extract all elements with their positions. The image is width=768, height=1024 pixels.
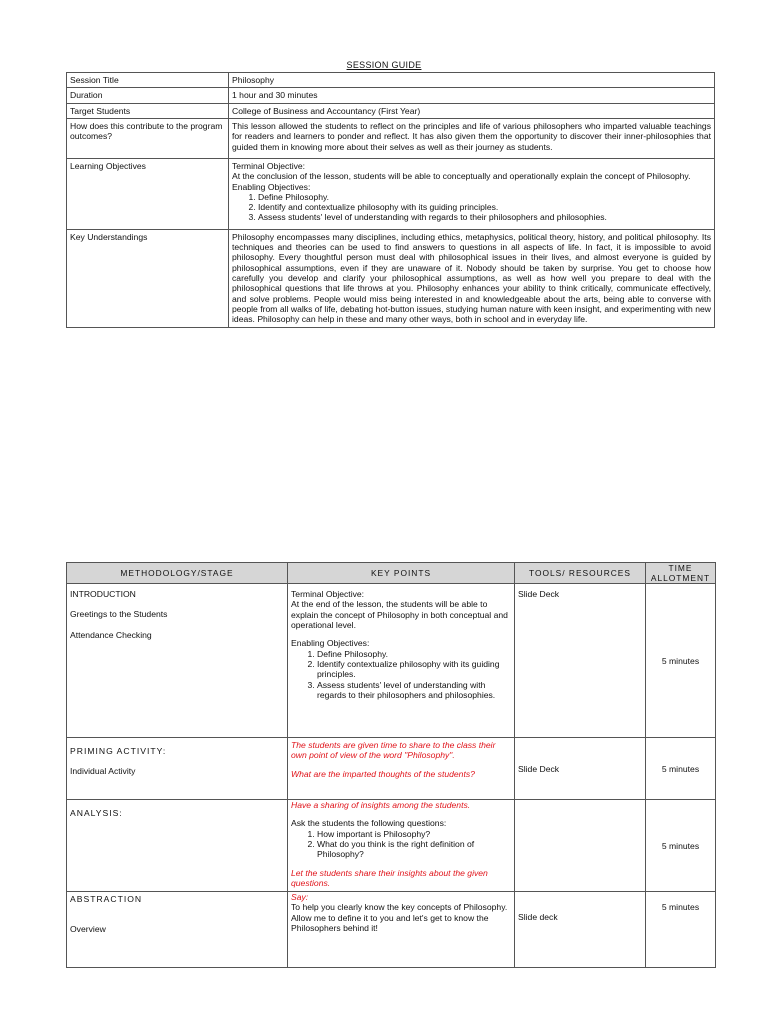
abstraction-text: To help you clearly know the key concepts of Philosophy. Allow me to define it to you and let's get to know the Philosophers behind it! (291, 902, 508, 934)
greetings-item: Greetings to the Students (70, 609, 168, 620)
key-understandings-value: Philosophy encompasses many disciplines, including ethics, metaphysics, political theory, history, and political philosophy. Its techniques and theories can be used to find answers to questions in all aspects of life. In fact, it is impossible to avoid philosophy. Every thoughtful person must deal with philosophical issues in their lives, and almost everyone is guided by philosophical assumptions, even if they are unaware of it. Nobody should be taken by surprise. You get to choose how carefully you develop and clarify your philosophical assumptions, as well as how well you prepare to deal with the philosophical questions that life throws at you. Philosophy enhances your ability to think critically, communicate effectively, and solve problems. People would miss being interested in and knowledgeable about the arts, being able to converse with people from all walks of life, debating hot-button issues, studying human nature with keen insight, and experimenting with new ideas. Philosophy can help in these and many other ways, both in school and in everyday life. (229, 229, 715, 327)
priming-stage-cell (67, 738, 288, 800)
session-title-label: Session Title (67, 73, 229, 88)
list-item: 1. Define Philosophy. (258, 192, 711, 202)
analysis-questions-list (291, 829, 511, 860)
document-title: SESSION GUIDE (346, 60, 422, 70)
priming-time: 5 minutes (646, 738, 716, 800)
table-row (67, 88, 715, 103)
duration-label: Duration (67, 88, 229, 103)
table-row (67, 118, 715, 158)
priming-key-points (288, 738, 515, 800)
learning-objectives-value (229, 158, 715, 229)
table-row-abstraction (67, 892, 716, 968)
abstraction-stage-cell (67, 892, 288, 968)
overview-item: Overview (70, 924, 106, 935)
table-row (67, 103, 715, 118)
list-item: 2. Identify and contextualize philosophy with its guiding principles. (258, 202, 711, 212)
attendance-item: Attendance Checking (70, 629, 152, 640)
learning-objectives-label: Learning Objectives (67, 158, 229, 229)
list-item: 1. How important is Philosophy? (317, 829, 511, 839)
abstraction-say-label: Say: (291, 892, 309, 903)
analysis-instruction: Have a sharing of insights among the students. (291, 800, 471, 811)
table-row-priming (67, 738, 716, 800)
duration-value: 1 hour and 30 minutes (229, 88, 715, 103)
analysis-time: 5 minutes (646, 800, 716, 892)
target-students-label: Target Students (67, 103, 229, 118)
terminal-objective-text: At the end of the lesson, the students will be able to explain the concept of Philosophy in both conceptual and operational level. (291, 599, 508, 631)
introduction-time: 5 minutes (646, 584, 716, 738)
enabling-objectives-heading: Enabling Objectives: (291, 638, 370, 649)
table-row (67, 158, 715, 229)
column-header-time: TIME ALLOTMENT (646, 563, 716, 584)
table-row-introduction (67, 584, 716, 738)
enabling-objectives-heading: Enabling Objectives: (232, 181, 311, 192)
column-header-key-points: KEY POINTS (288, 563, 515, 584)
table-header-row (67, 563, 716, 584)
column-header-tools: TOOLS/ RESOURCES (515, 563, 646, 584)
terminal-objective-heading: Terminal Objective: (291, 589, 365, 600)
introduction-tools: Slide Deck (515, 584, 646, 738)
abstraction-time: 5 minutes (646, 892, 716, 968)
table-row (67, 73, 715, 88)
list-item: 3. Assess students' level of understanding with regards to their philosophers and philosophies. (258, 212, 711, 222)
key-understandings-label: Key Understandings (67, 229, 229, 327)
analysis-stage-cell (67, 800, 288, 892)
abstraction-key-points (288, 892, 515, 968)
contribution-value: This lesson allowed the students to reflect on the principles and life of various philosophers who imparted valuable teachings for readers and learners to ponder and reflect. It has also given them the opportunity to discover their inner-philosophies that guided them in knowing more about their selves as well as their journey as students. (229, 118, 715, 158)
column-header-stage: METHODOLOGY/STAGE (67, 563, 288, 584)
terminal-objective-heading: Terminal Objective: (232, 160, 306, 171)
methodology-table (66, 562, 716, 968)
abstraction-tools: Slide deck (515, 892, 646, 968)
analysis-stage-title: ANALYSIS: (70, 808, 123, 819)
abstraction-stage-title: ABSTRACTION (70, 894, 143, 905)
target-students-value: College of Business and Accountancy (First Year) (229, 103, 715, 118)
priming-tools: Slide Deck (515, 738, 646, 800)
priming-question: What are the imparted thoughts of the students? (291, 768, 475, 779)
priming-instruction: The students are given time to share to the class their own point of view of the word "Philosophy". (291, 740, 496, 761)
analysis-ask-text: Ask the students the following questions: (291, 818, 447, 829)
list-item: 2. Identify contextualize philosophy with its guiding principles. (317, 659, 511, 680)
analysis-closing-instruction: Let the students share their insights about the given questions. (291, 867, 488, 889)
introduction-stage-cell (67, 584, 288, 738)
individual-activity-item: Individual Activity (70, 766, 136, 777)
list-item: 1. Define Philosophy. (317, 649, 511, 659)
table-row (67, 229, 715, 327)
list-item: 2. What do you think is the right definition of Philosophy? (317, 839, 511, 860)
priming-stage-title: PRIMING ACTIVITY: (70, 746, 167, 757)
table-row-analysis (67, 800, 716, 892)
analysis-tools (515, 800, 646, 892)
session-title-value: Philosophy (229, 73, 715, 88)
terminal-objective-text: At the conclusion of the lesson, students will be able to conceptually and operationally explain the concept of Philosophy. (232, 171, 691, 182)
introduction-key-points (288, 584, 515, 738)
enabling-objectives-list (232, 192, 711, 223)
analysis-key-points (288, 800, 515, 892)
enabling-objectives-list (291, 649, 511, 701)
list-item: 3. Assess students' level of understanding with regards to their philosophers and philosophies. (317, 680, 511, 701)
session-info-table (66, 72, 715, 328)
contribution-label: How does this contribute to the program outcomes? (67, 118, 229, 158)
introduction-stage-title: INTRODUCTION (70, 589, 136, 600)
